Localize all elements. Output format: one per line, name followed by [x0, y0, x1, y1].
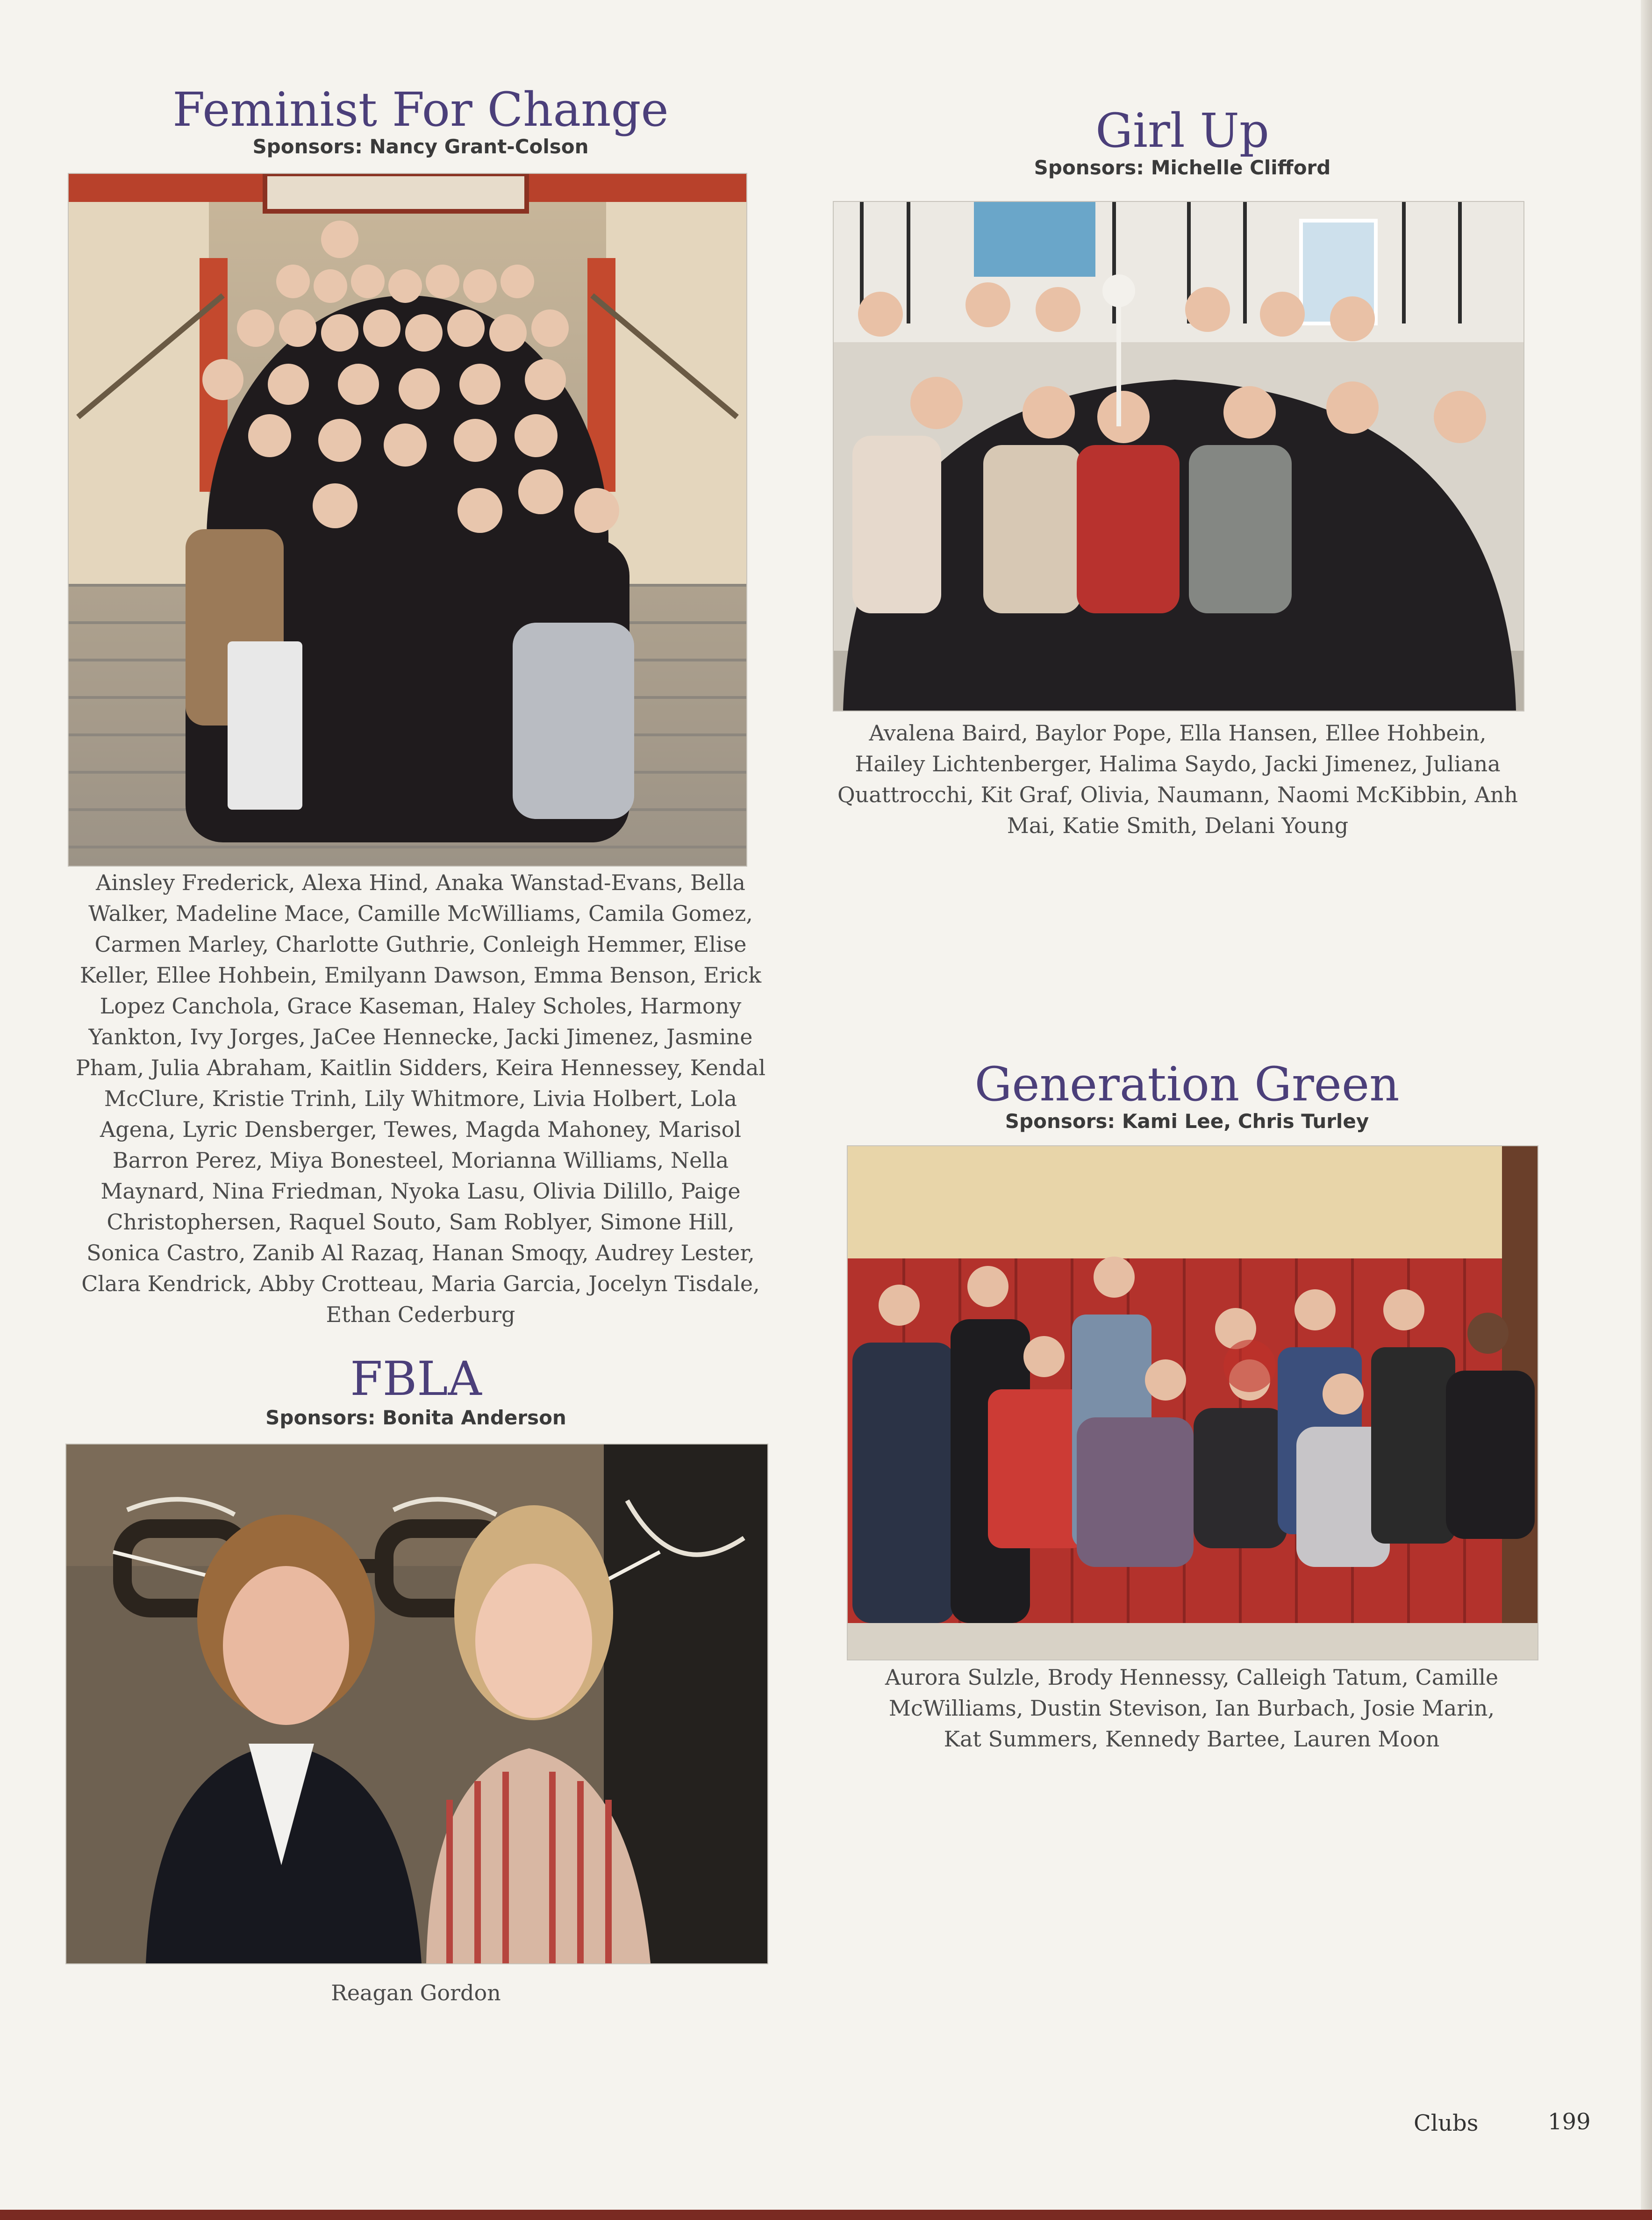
feminist-members-caption: Ainsley Frederick, Alexa Hind, Anaka Wanstad-Evans, Bella Walker, Madeline Mace, Camille McWilliams, Camila Gomez, Carmen Marley, Charlotte Guthrie, Conleigh Hemmer, Elise Keller, Ellee Hohbein, Emilyann Dawson, Emma Benson, Erick Lopez Canchola, Grace Kaseman, Haley Scholes, Harmony Yankton, Ivy Jorges, JaCee Hennecke, Jacki Jimenez, Jasmine Pham, Julia Abraham, Kaitlin Sidders, Keira Hennessey, Kendal McClure, Kristie Trinh, Lily Whitmore, Livia Holbert, Lola Agena, Lyric Densberger, Tewes, Magda Mahoney, Marisol Barron Perez, Miya Bonesteel, Morianna Williams, Nella Maynard, Nina Friedman, Nyoka Lasu, Olivia Dilillo, Paige Christophersen, Raquel Souto, Sam Roblyer, Simone Hill, Sonica Castro, Zanib Al Razaq, Hanan Smoqy, Audrey Lester, Clara Kendrick, Abby Crotteau, Maria Garcia, Jocelyn Tisdale, Ethan Cederburg	[75, 870, 766, 1327]
girl-up-members-caption: Avalena Baird, Baylor Pope, Ella Hansen, Ellee Hohbein, Hailey Lichtenberger, Halima Saydo, Jacki Jimenez, Juliana Quattrocchi, Kit Graf, Olivia, Naumann, Naomi McKibbin, Anh Mai, Katie Smith, Delani Young	[837, 720, 1518, 838]
feminist-group-photo	[68, 173, 747, 867]
page-edge	[1641, 0, 1652, 2220]
girl-up-group-photo	[833, 201, 1524, 711]
girl-up-sponsors: Sponsors: Michelle Clifford	[1034, 156, 1331, 179]
page-number: 199	[1548, 2109, 1591, 2135]
fbla-sponsors: Sponsors: Bonita Anderson	[265, 1406, 566, 1429]
feminist-title: Feminist For Change	[172, 82, 669, 137]
generation-green-sponsors: Sponsors: Kami Lee, Chris Turley	[1005, 1110, 1369, 1133]
generation-green-group-photo	[847, 1145, 1538, 1660]
fbla-members-caption: Reagan Gordon	[331, 1980, 501, 2005]
feminist-sponsors: Sponsors: Nancy Grant-Colson	[252, 135, 589, 158]
generation-green-title: Generation Green	[974, 1057, 1400, 1112]
girl-up-title: Girl Up	[1095, 103, 1269, 158]
fbla-photo	[65, 1444, 768, 1964]
page-bottom-border	[0, 2210, 1652, 2220]
section-label: Clubs	[1414, 2110, 1479, 2136]
generation-green-members-caption: Aurora Sulzle, Brody Hennessy, Calleigh Tatum, Camille McWilliams, Dustin Stevison, Ian Burbach, Josie Marin, Kat Summers, Kennedy Bartee, Lauren Moon	[885, 1665, 1499, 1752]
fbla-title: FBLA	[350, 1351, 482, 1406]
